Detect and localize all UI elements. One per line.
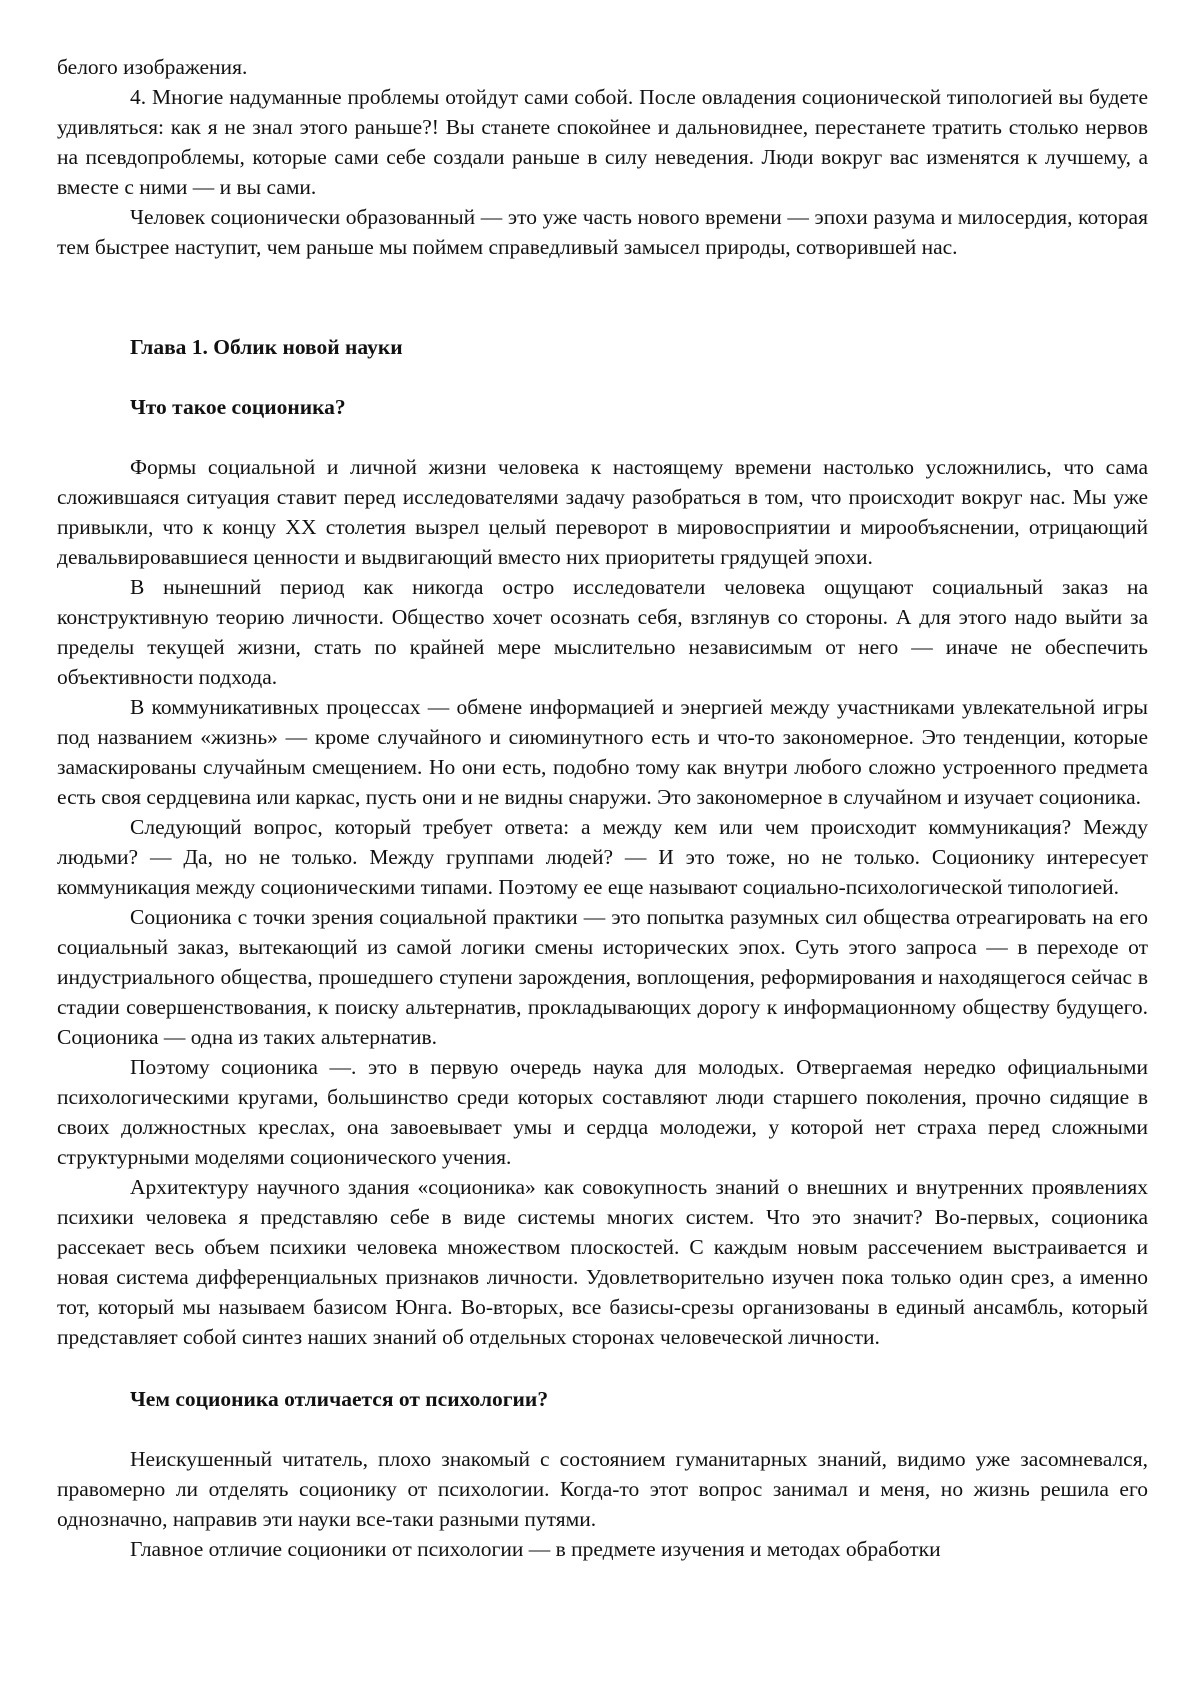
spacer	[57, 422, 1148, 452]
intro-paragraph-2: 4. Многие надуманные проблемы отойдут сами собой. После овладения соционической типологией вы будете удивляться: как я не знал этого раньше?! Вы станете спокойнее и дальновиднее, перестанете тратить столько нервов на псевдопроблемы, которые сами себе создали раньше в силу неведения. Люди вокруг вас изменятся к лучшему, а вместе с ними — и вы сами.	[57, 85, 1148, 199]
section-heading-what-is-socionics: Что такое соционика?	[130, 395, 346, 419]
section1-paragraph-4: Следующий вопрос, который требует ответа: а между кем или чем происходит коммуникация? Между людьми? — Да, но не только. Между группами людей? — И это тоже, но не только. Соционику интересует коммуникация между соционическими типами. Поэтому ее еще называют социально-психологической типологией.	[57, 815, 1148, 899]
section2-paragraph-1: Неискушенный читатель, плохо знакомый с состоянием гуманитарных знаний, видимо уже засомневался, правомерно ли отделять соционику от психологии. Когда-то этот вопрос занимал и меня, но жизнь решила его однозначно, направив эти науки все-таки разными путями.	[57, 1447, 1148, 1531]
section1-paragraph-3: В коммуникативных процессах — обмене информацией и энергией между участниками увлекательной игры под названием «жизнь» — кроме случайного и сиюминутного есть и что-то закономерное. Это тенденции, которые замаскированы случайным смещением. Но они есть, подобно тому как внутри любого сложно устроенного предмета есть своя сердцевина или каркас, пусть они и не видны снаружи. Это закономерное в случайном и изучает соционика.	[57, 695, 1148, 809]
chapter-title: Глава 1. Облик новой науки	[130, 335, 403, 359]
spacer	[57, 1352, 1148, 1384]
section2-paragraph-2: Главное отличие соционики от психологии — в предмете изучения и методах обработки	[130, 1537, 941, 1561]
spacer	[57, 362, 1148, 392]
spacer	[57, 262, 1148, 332]
spacer	[57, 1414, 1148, 1444]
intro-paragraph-3: Человек соционически образованный — это уже часть нового времени — эпохи разума и милосердия, которая тем быстрее наступит, чем раньше мы поймем справедливый замысел природы, сотворившей нас.	[57, 205, 1148, 259]
section1-paragraph-7: Архитектуру научного здания «соционика» как совокупность знаний о внешних и внутренних проявлениях психики человека я представляю себе в виде системы многих систем. Что это значит? Во-первых, соционика рассекает весь объем психики человека множеством плоскостей. С каждым новым рассечением выстраивается и новая система дифференциальных признаков личности. Удовлетворительно изучен пока только один срез, а именно тот, который мы называем базисом Юнга. Во-вторых, все базисы-срезы организованы в единый ансамбль, который представляет собой синтез наших знаний об отдельных сторонах человеческой личности.	[57, 1175, 1148, 1349]
section1-paragraph-1: Формы социальной и личной жизни человека к настоящему времени настолько усложнились, что сама сложившаяся ситуация ставит перед исследователями задачу разобраться в том, что происходит вокруг нас. Мы уже привыкли, что к концу XX столетия вызрел целый переворот в мировосприятии и мирообъяснении, отрицающий девальвировавшиеся ценности и выдвигающий вместо них приоритеты грядущей эпохи.	[57, 455, 1148, 569]
section1-paragraph-6: Поэтому соционика —. это в первую очередь наука для молодых. Отвергаемая нередко официальными психологическими кругами, большинство среди которых составляют люди старшего поколения, прочно сидящие в своих должностных креслах, она завоевывает умы и сердца молодежи, у которой нет страха перед сложными структурными моделями соционического учения.	[57, 1055, 1148, 1169]
section-heading-difference-from-psychology: Чем соционика отличается от психологии?	[130, 1387, 549, 1411]
intro-paragraph-1: белого изображения.	[57, 55, 248, 79]
section1-paragraph-2: В нынешний период как никогда остро исследователи человека ощущают социальный заказ на конструктивную теорию личности. Общество хочет осознать себя, взглянув со стороны. А для этого надо выйти за пределы текущей жизни, стать по крайней мере мыслительно независимым от него — иначе не обеспечить объективности подхода.	[57, 575, 1148, 689]
section1-paragraph-5: Соционика с точки зрения социальной практики — это попытка разумных сил общества отреагировать на его социальный заказ, вытекающий из самой логики смены исторических эпох. Суть этого запроса — в переходе от индустриального общества, прошедшего ступени зарождения, воплощения, реформирования и находящегося сейчас в стадии совершенствования, к поиску альтернатив, прокладывающих дорогу к информационному обществу будущего. Соционика — одна из таких альтернатив.	[57, 905, 1148, 1049]
